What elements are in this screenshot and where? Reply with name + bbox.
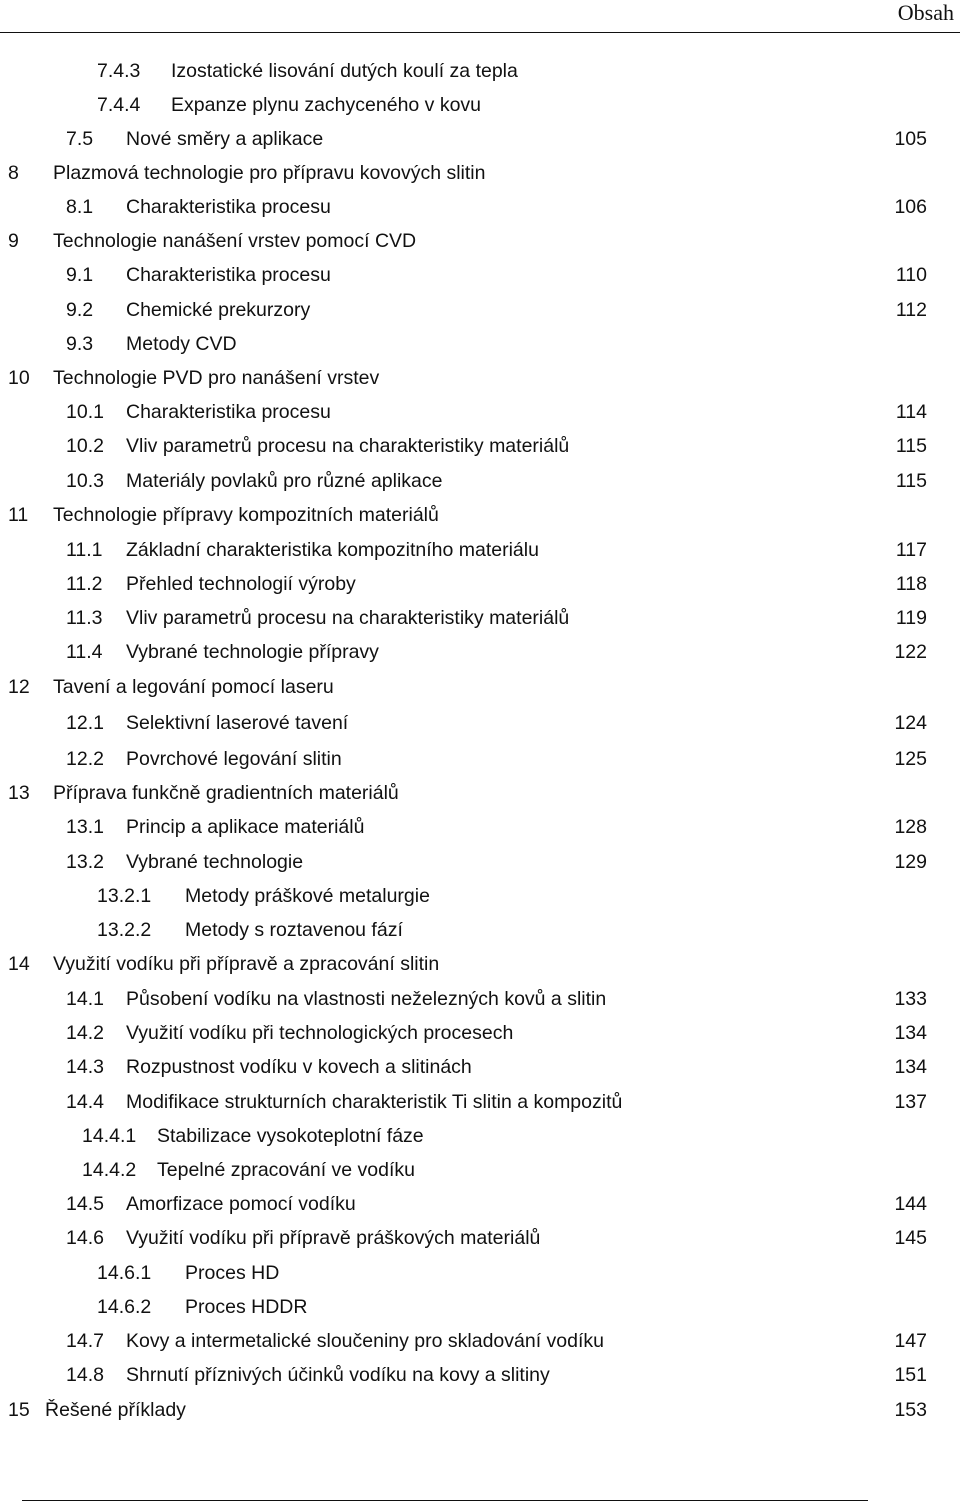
- toc-entry[interactable]: [0, 1052, 960, 1082]
- toc-entry[interactable]: [0, 535, 960, 565]
- toc-entry-number: 7.5: [66, 128, 94, 150]
- toc-entry-title: Metody CVD: [126, 333, 237, 355]
- toc-entry-number: 15: [8, 1399, 30, 1421]
- toc-entry-number: 14.4.2: [82, 1159, 137, 1181]
- toc-entry-page: 129: [894, 851, 927, 873]
- toc-entry-page: 118: [895, 573, 927, 595]
- toc-entry-title: Selektivní laserové tavení: [126, 712, 349, 734]
- toc-entry-number: 10.3: [66, 470, 104, 492]
- toc-entry-title: Rozpustnost vodíku v kovech a slitinách: [126, 1056, 472, 1078]
- toc-entry-page: 112: [895, 299, 927, 321]
- toc-entry-title: Metody s roztavenou fází: [185, 919, 403, 941]
- toc-entry[interactable]: [0, 90, 960, 120]
- toc-entry[interactable]: [0, 984, 960, 1014]
- toc-entry[interactable]: [0, 56, 960, 86]
- toc-entry-title: Metody práškové metalurgie: [185, 885, 430, 907]
- toc-entry-page: 153: [894, 1399, 927, 1421]
- toc-entry-page: 115: [895, 435, 927, 457]
- page-header-title: Obsah: [897, 0, 954, 25]
- toc-entry-number: 11.2: [66, 573, 103, 595]
- toc-entry[interactable]: [0, 1018, 960, 1048]
- toc-entry-number: 8: [8, 162, 19, 184]
- toc-entry-title: Využití vodíku při přípravě a zpracování slitin: [53, 953, 440, 975]
- toc-entry-title: Vybrané technologie: [126, 851, 304, 873]
- toc-entry[interactable]: [0, 431, 960, 461]
- toc-entry-page: 147: [894, 1330, 927, 1352]
- toc-entry-number: 10: [8, 367, 30, 389]
- toc-entry[interactable]: [0, 812, 960, 842]
- toc-entry-title: Přehled technologií výroby: [126, 573, 356, 595]
- toc-entry-title: Izostatické lisování dutých koulí za tepla: [171, 60, 518, 82]
- toc-entry-number: 13.2: [66, 851, 104, 873]
- toc-entry-title: Řešené příklady: [45, 1399, 186, 1421]
- toc-entry-page: 117: [895, 539, 927, 561]
- toc-entry[interactable]: [0, 1292, 960, 1322]
- toc-entry[interactable]: [0, 1087, 960, 1117]
- toc-entry-title: Modifikace strukturních charakteristik Ti slitin a kompozitů: [126, 1091, 623, 1113]
- toc-entry-number: 9.2: [66, 299, 94, 321]
- toc-entry-title: Nové směry a aplikace: [126, 128, 324, 150]
- toc-entry-title: Technologie nanášení vrstev pomocí CVD: [53, 230, 417, 252]
- toc-entry-title: Tepelné zpracování ve vodíku: [157, 1159, 415, 1181]
- toc-entry-title: Plazmová technologie pro přípravu kovových slitin: [53, 162, 486, 184]
- toc-entry-number: 9.3: [66, 333, 94, 355]
- toc-entry-number: 10.1: [66, 401, 104, 423]
- toc-entry[interactable]: [0, 397, 960, 427]
- toc-entry-title: Chemické prekurzory: [126, 299, 311, 321]
- toc-entry-title: Působení vodíku na vlastnosti neželezných kovů a slitin: [126, 988, 607, 1010]
- toc-entry[interactable]: [0, 260, 960, 290]
- toc-entry-number: 14.8: [66, 1364, 104, 1386]
- toc-entry-page: 119: [895, 607, 927, 629]
- toc-entry[interactable]: [0, 778, 960, 808]
- toc-entry-title: Expanze plynu zachyceného v kovu: [171, 94, 482, 116]
- toc-entry[interactable]: [0, 1326, 960, 1356]
- toc-entry-number: 9.1: [66, 264, 94, 286]
- toc-entry-title: Technologie přípravy kompozitních materiálů: [53, 504, 439, 526]
- toc-entry[interactable]: [0, 1155, 960, 1185]
- toc-entry-title: Proces HDDR: [185, 1296, 308, 1318]
- toc-entry[interactable]: [0, 1360, 960, 1390]
- toc-entry[interactable]: [0, 295, 960, 325]
- footer-divider: [22, 1500, 868, 1501]
- toc-entry-page: 151: [894, 1364, 927, 1386]
- toc-entry-page: 105: [894, 128, 927, 150]
- toc-entry-number: 14.1: [66, 988, 104, 1010]
- toc-entry-page: 110: [895, 264, 927, 286]
- toc-entry-title: Technologie PVD pro nanášení vrstev: [53, 367, 380, 389]
- toc-entry-number: 8.1: [66, 196, 94, 218]
- toc-entry-number: 10.2: [66, 435, 104, 457]
- toc-entry-number: 14: [8, 953, 30, 975]
- toc-entry-title: Princip a aplikace materiálů: [126, 816, 365, 838]
- toc-entry[interactable]: [0, 637, 960, 667]
- toc-entry-number: 13.1: [66, 816, 104, 838]
- toc-entry[interactable]: [0, 881, 960, 911]
- toc-entry-number: 7.4.4: [97, 94, 141, 116]
- toc-entry-page: 114: [895, 401, 927, 423]
- toc-entry[interactable]: [0, 466, 960, 496]
- header-divider: [0, 32, 960, 33]
- toc-entry-title: Základní charakteristika kompozitního materiálu: [126, 539, 539, 561]
- toc-entry[interactable]: [0, 124, 960, 154]
- toc-entry-number: 14.7: [66, 1330, 104, 1352]
- toc-entry-number: 14.2: [66, 1022, 104, 1044]
- toc-entry-title: Amorfizace pomocí vodíku: [126, 1193, 356, 1215]
- toc-entry-number: 14.3: [66, 1056, 104, 1078]
- toc-entry-number: 13.2.1: [97, 885, 152, 907]
- toc-entry[interactable]: [0, 603, 960, 633]
- toc-entry[interactable]: [0, 744, 960, 774]
- toc-entry[interactable]: [0, 847, 960, 877]
- toc-entry-number: 14.5: [66, 1193, 104, 1215]
- toc-entry-title: Vliv parametrů procesu na charakteristiky materiálů: [126, 607, 570, 629]
- toc-entry-page: 128: [894, 816, 927, 838]
- toc-entry-title: Materiály povlaků pro různé aplikace: [126, 470, 443, 492]
- toc-entry-title: Povrchové legování slitin: [126, 748, 342, 770]
- toc-entry-page: 145: [894, 1227, 927, 1249]
- toc-entry-number: 13.2.2: [97, 919, 152, 941]
- toc-entry-title: Využití vodíku při technologických procesech: [126, 1022, 514, 1044]
- toc-entry-page: 137: [894, 1091, 927, 1113]
- toc-entry[interactable]: [0, 949, 960, 979]
- toc-entry-title: Charakteristika procesu: [126, 196, 331, 218]
- toc-entry-title: Tavení a legování pomocí laseru: [53, 676, 334, 698]
- toc-entry-page: 134: [894, 1056, 927, 1078]
- toc-entry[interactable]: [0, 329, 960, 359]
- toc-entry-title: Shrnutí příznivých účinků vodíku na kovy a slitiny: [126, 1364, 550, 1386]
- toc-entry-title: Proces HD: [185, 1262, 280, 1284]
- toc-entry-page: 134: [894, 1022, 927, 1044]
- toc-entry-number: 12.2: [66, 748, 104, 770]
- toc-entry-number: 11.1: [66, 539, 103, 561]
- toc-entry-number: 14.6.1: [97, 1262, 152, 1284]
- toc-entry-page: 122: [894, 641, 927, 663]
- toc-entry[interactable]: [0, 1395, 960, 1425]
- toc-entry-number: 11.3: [66, 607, 103, 629]
- toc-entry-page: 133: [894, 988, 927, 1010]
- toc-entry[interactable]: [0, 1223, 960, 1253]
- toc-entry-number: 14.6.2: [97, 1296, 152, 1318]
- toc-entry-number: 11.4: [66, 641, 103, 663]
- toc-entry-title: Stabilizace vysokoteplotní fáze: [157, 1125, 424, 1147]
- toc-entry[interactable]: [0, 192, 960, 222]
- toc-entry-title: Využití vodíku při přípravě práškových materiálů: [126, 1227, 541, 1249]
- toc-entry-title: Charakteristika procesu: [126, 264, 331, 286]
- toc-entry[interactable]: [0, 226, 960, 256]
- toc-entry-number: 14.4.1: [82, 1125, 137, 1147]
- toc-entry-title: Vliv parametrů procesu na charakteristiky materiálů: [126, 435, 570, 457]
- toc-entry-number: 11: [8, 504, 29, 526]
- toc-entry-number: 7.4.3: [97, 60, 141, 82]
- toc-entry[interactable]: [0, 672, 960, 702]
- toc-entry[interactable]: [0, 500, 960, 530]
- toc-entry-page: 124: [894, 712, 927, 734]
- toc-entry-number: 14.6: [66, 1227, 104, 1249]
- toc-entry-number: 13: [8, 782, 30, 804]
- toc-entry[interactable]: [0, 1258, 960, 1288]
- toc-entry-number: 9: [8, 230, 19, 252]
- toc-entry[interactable]: [0, 1121, 960, 1151]
- toc-entry[interactable]: [0, 363, 960, 393]
- toc-entry[interactable]: [0, 915, 960, 945]
- toc-entry[interactable]: [0, 569, 960, 599]
- toc-entry-page: 106: [894, 196, 927, 218]
- toc-entry-page: 125: [894, 748, 927, 770]
- toc-entry[interactable]: [0, 1189, 960, 1219]
- toc-entry-number: 14.4: [66, 1091, 104, 1113]
- toc-entry[interactable]: [0, 158, 960, 188]
- toc-entry[interactable]: [0, 708, 960, 738]
- toc-entry-page: 144: [894, 1193, 927, 1215]
- toc-entry-title: Charakteristika procesu: [126, 401, 331, 423]
- toc-entry-title: Vybrané technologie přípravy: [126, 641, 379, 663]
- toc-entry-title: Kovy a intermetalické sloučeniny pro skladování vodíku: [126, 1330, 604, 1352]
- toc-entry-number: 12.1: [66, 712, 104, 734]
- toc-entry-page: 115: [895, 470, 927, 492]
- toc-entry-title: Příprava funkčně gradientních materiálů: [53, 782, 399, 804]
- toc-entry-number: 12: [8, 676, 30, 698]
